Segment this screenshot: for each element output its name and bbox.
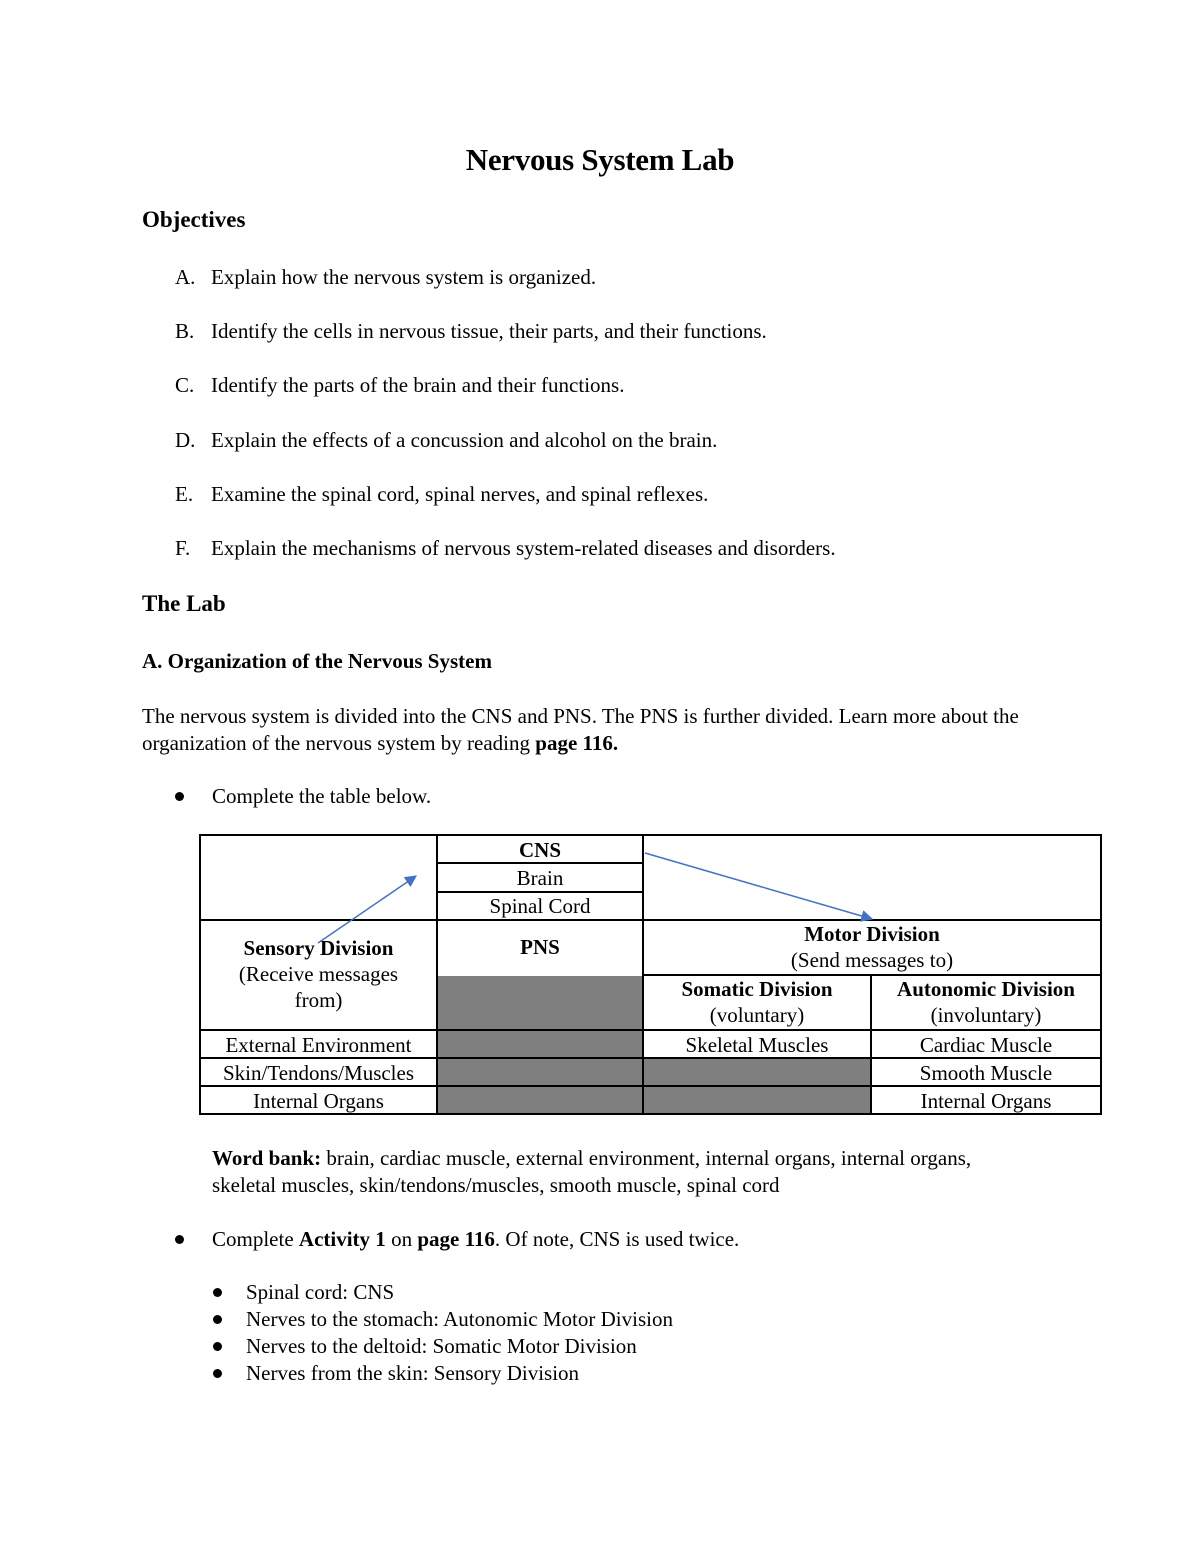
table-cell-sensory: Skin/Tendons/Muscles <box>222 1061 415 1085</box>
objective-text: Explain the effects of a concussion and alcohol on the brain. <box>211 428 718 452</box>
objectives-heading: Objectives <box>142 207 246 232</box>
objective-text: Identify the cells in nervous tissue, their parts, and their functions. <box>211 319 767 343</box>
objective-text: Examine the spinal cord, spinal nerves, and spinal reflexes. <box>211 482 709 506</box>
table-cell-autonomic: Smooth Muscle <box>919 1061 1053 1085</box>
intro-page-ref: page 116. <box>535 731 619 755</box>
word-bank-text: brain, cardiac muscle, external environment, internal organs, internal organs, skeletal muscles, skin/tendons/muscles, smooth muscle, spinal cord <box>212 1146 972 1197</box>
autonomic-division-subtitle: (involuntary) <box>930 1003 1042 1027</box>
intro-paragraph <box>142 703 1072 757</box>
objective-item <box>175 428 717 453</box>
objective-item <box>175 536 836 561</box>
answer-item <box>246 1306 673 1333</box>
objective-letter: A. <box>175 265 196 289</box>
objective-item <box>175 319 767 344</box>
bullet-icon <box>213 1342 222 1351</box>
autonomic-division-title: Autonomic Division <box>897 977 1075 1001</box>
sensory-division-subtitle: (Receive messages from) <box>238 962 399 1012</box>
bullet-text: Complete the table below. <box>212 784 432 808</box>
objective-letter: F. <box>175 536 191 560</box>
intro-text: The nervous system is divided into the CNS and PNS. The PNS is further divided. Learn more about the organization of the nervous system by reading <box>142 704 1019 755</box>
bullet-item <box>212 1226 739 1253</box>
answer-text: Nerves to the stomach: Autonomic Motor Division <box>246 1307 673 1331</box>
organization-table <box>199 834 1102 1116</box>
lab-heading: The Lab <box>142 591 226 616</box>
bullet-icon <box>213 1288 222 1297</box>
somatic-division-subtitle: (voluntary) <box>709 1003 805 1027</box>
cns-cell: CNS <box>518 838 561 862</box>
page-title: Nervous System Lab <box>465 142 735 177</box>
table-cell-sensory: Internal Organs <box>253 1089 384 1113</box>
objective-text: Explain how the nervous system is organized. <box>211 265 597 289</box>
word-bank-label: Word bank: <box>212 1146 322 1170</box>
objective-letter: D. <box>175 428 196 452</box>
table-cell-somatic: Skeletal Muscles <box>685 1033 829 1057</box>
objective-letter: C. <box>175 373 195 397</box>
bullet-item <box>212 783 431 810</box>
somatic-division-title: Somatic Division <box>681 977 833 1001</box>
motor-division-title: Motor Division <box>804 922 940 946</box>
bullet-icon <box>175 1235 184 1244</box>
bullet-icon <box>213 1369 222 1378</box>
word-bank <box>212 1145 1012 1199</box>
bullet-icon <box>213 1315 222 1324</box>
pns-cell: PNS <box>520 935 560 959</box>
objective-item <box>175 265 596 290</box>
answer-text: Nerves from the skin: Sensory Division <box>246 1361 580 1385</box>
objective-item <box>175 482 708 507</box>
activity-text: . Of note, CNS is used twice. <box>494 1227 740 1251</box>
cns-to-motor-arrow <box>645 853 872 919</box>
objective-item <box>175 373 624 398</box>
objective-text: Identify the parts of the brain and their functions. <box>211 373 625 397</box>
answer-item <box>246 1360 579 1387</box>
answer-text: Nerves to the deltoid: Somatic Motor Division <box>246 1334 637 1358</box>
spinal-cord-cell: Spinal Cord <box>489 894 591 918</box>
answer-item <box>246 1279 394 1306</box>
motor-division-subtitle: (Send messages to) <box>790 948 954 972</box>
objective-text: Explain the mechanisms of nervous system-related diseases and disorders. <box>211 536 836 560</box>
flow-arrows <box>199 834 1102 1116</box>
sensory-division-title: Sensory Division <box>243 936 394 960</box>
answer-item <box>246 1333 637 1360</box>
activity-text: Complete <box>212 1227 299 1251</box>
sensory-to-cns-arrow <box>318 876 416 943</box>
brain-cell: Brain <box>516 866 564 890</box>
activity-ref: Activity 1 <box>298 1227 386 1251</box>
activity-text: on <box>385 1227 418 1251</box>
objective-letter: E. <box>175 482 194 506</box>
table-cell-sensory: External Environment <box>225 1033 412 1057</box>
answer-text: Spinal cord: CNS <box>246 1280 395 1304</box>
bullet-icon <box>175 792 184 801</box>
table-cell-autonomic: Cardiac Muscle <box>919 1033 1053 1057</box>
objective-letter: B. <box>175 319 195 343</box>
activity-page-ref: page 116 <box>417 1227 495 1251</box>
table-cell-autonomic: Internal Organs <box>920 1089 1052 1113</box>
section-a-heading: A. Organization of the Nervous System <box>142 649 492 673</box>
